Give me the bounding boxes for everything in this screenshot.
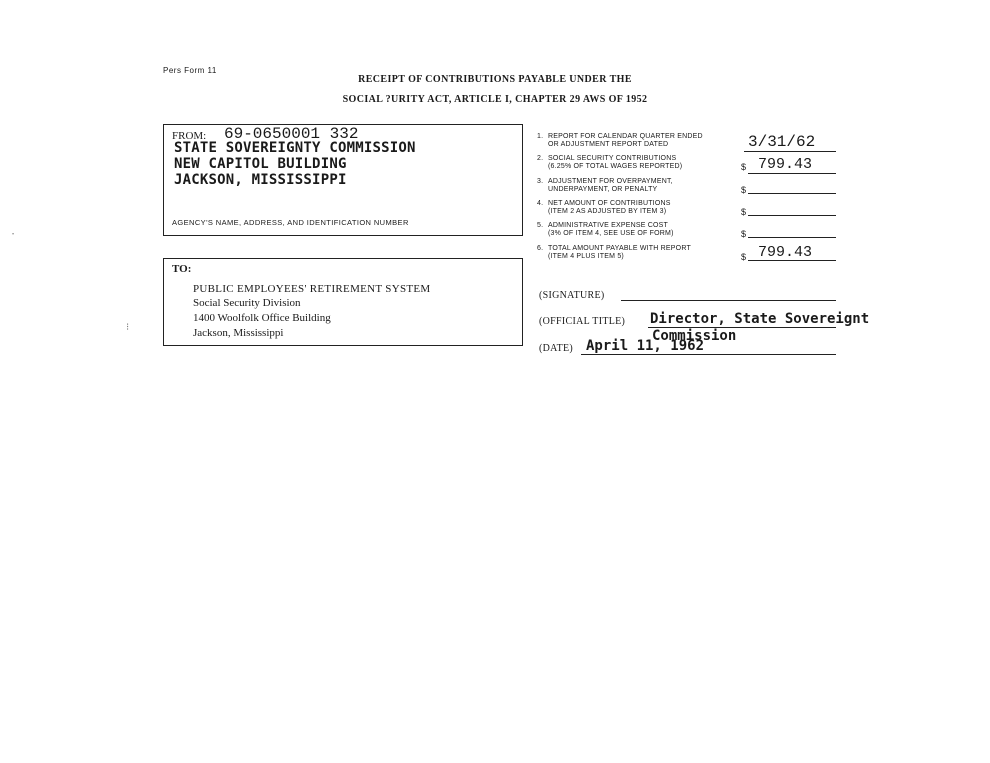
signature-line <box>621 299 836 301</box>
scan-dot: • <box>12 232 15 238</box>
item-2-value-field <box>748 158 836 174</box>
dollar-sign: $ <box>741 207 747 217</box>
form-title-line1: RECEIPT OF CONTRIBUTIONS PAYABLE UNDER THE <box>358 74 632 85</box>
dollar-sign: $ <box>741 252 747 262</box>
agency-address-line2: JACKSON, MISSISSIPPI <box>174 172 347 188</box>
item-label: TOTAL AMOUNT PAYABLE WITH REPORT (ITEM 4 PLUS ITEM 5) <box>548 245 691 260</box>
official-title-value-continued: Commission <box>652 328 737 344</box>
to-label: TO: <box>172 263 192 275</box>
item-6-value-field <box>748 245 836 261</box>
item-number: 4. <box>537 200 544 207</box>
item-1-value-field <box>744 133 836 152</box>
agency-address-line1: NEW CAPITOL BUILDING <box>174 156 347 172</box>
agency-id-number: 69-0650001 332 <box>224 125 359 143</box>
item-number: 1. <box>537 133 544 140</box>
item-6-value: 799.43 <box>758 244 813 261</box>
item-label: SOCIAL SECURITY CONTRIBUTIONS (6.25% OF TOTAL WAGES REPORTED) <box>548 155 683 170</box>
dollar-sign: $ <box>741 229 747 239</box>
recipient-city: Jackson, Mississippi <box>193 327 284 339</box>
item-number: 2. <box>537 155 544 162</box>
item-3-value-field <box>748 178 836 194</box>
dollar-sign: $ <box>741 162 747 172</box>
item-1-value: 3/31/62 <box>748 133 816 151</box>
item-number: 5. <box>537 222 544 229</box>
recipient-address: 1400 Woolfolk Office Building <box>193 312 331 324</box>
date-value: April 11, 1962 <box>586 338 705 354</box>
item-label: ADMINISTRATIVE EXPENSE COST (3% OF ITEM 4, SEE USE OF FORM) <box>548 222 674 237</box>
official-title-value: Director, State Sovereignt <box>650 311 870 327</box>
agency-caption: AGENCY'S NAME, ADDRESS, AND IDENTIFICATION NUMBER <box>172 218 409 227</box>
item-number: 6. <box>537 245 544 252</box>
form-title-line2: SOCIAL ?URITY ACT, ARTICLE I, CHAPTER 29 AWS OF 1952 <box>342 94 648 105</box>
to-box <box>163 258 523 346</box>
date-label: (DATE) <box>539 343 574 354</box>
item-label: ADJUSTMENT FOR OVERPAYMENT, UNDERPAYMENT, OR PENALTY <box>548 178 673 193</box>
from-label: FROM: <box>172 130 207 142</box>
agency-name: STATE SOVEREIGNTY COMMISSION <box>174 140 416 156</box>
item-label: NET AMOUNT OF CONTRIBUTIONS (ITEM 2 AS ADJUSTED BY ITEM 3) <box>548 200 671 215</box>
item-number: 3. <box>537 178 544 185</box>
recipient-division: Social Security Division <box>193 297 301 309</box>
dollar-sign: $ <box>741 185 747 195</box>
item-2-value: 799.43 <box>758 156 813 173</box>
scan-mark: ⁝ <box>126 322 130 333</box>
official-title-label: (OFFICIAL TITLE) <box>539 316 626 327</box>
item-label: REPORT FOR CALENDAR QUARTER ENDED OR ADJUSTMENT REPORT DATED <box>548 133 703 148</box>
signature-label: (SIGNATURE) <box>539 290 605 301</box>
item-5-value-field <box>748 222 836 238</box>
recipient-name: PUBLIC EMPLOYEES' RETIREMENT SYSTEM <box>193 283 431 295</box>
from-box <box>163 124 523 236</box>
item-4-value-field <box>748 200 836 216</box>
form-number: Pers Form 11 <box>163 66 217 75</box>
